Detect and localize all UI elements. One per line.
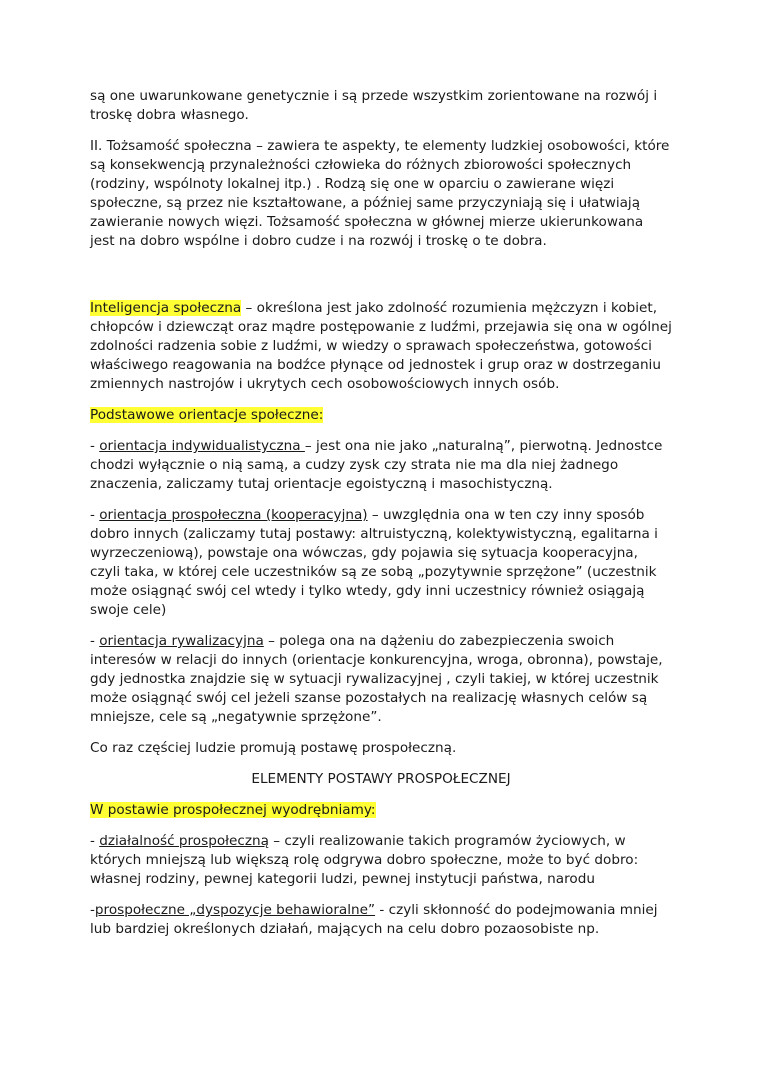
paragraph-intro: są one uwarunkowane genetycznie i są przede wszystkim zorientowane na rozwój i troskę dobra własnego. [90,88,658,123]
paragraph-promotion: Co raz częściej ludzie promują postawę prospołeczną. [90,740,457,756]
highlight-basic-orientations: Podstawowe orientacje społeczne: [90,407,324,423]
orientation-individualistic-text: – jest ona nie jako „naturalną”, pierwotną. Jednostce chodzi wyłącznie o nią samą, a cudzy zysk czy strata nie ma dla niej żadnego znaczenia, zaliczamy tutaj orientacje egoistyczną i masochistyczną. [90,438,663,492]
heading-basic-orientations [90,406,672,425]
heading-distinguish [90,801,672,820]
behavioral-dispositions-text: - czyli skłonność do podejmowania mniej lub bardziej określonych działań, mających na celu dobro pozaosobiste np. [90,902,658,937]
spacer [90,263,672,299]
term-orientation-rivalry: orientacja rywalizacyjna [99,633,264,649]
paragraph-prosocial-activity [90,832,672,889]
term-prosocial-activity: działalność prospołeczną [99,833,269,849]
highlight-distinguish: W postawie prospołecznej wyodrębniamy: [90,802,376,818]
term-orientation-prosocial: orientacja prospołeczna (kooperacyjna) [99,507,368,523]
bullet-prefix: - [90,633,100,649]
social-intelligence-definition: – określona jest jako zdolność rozumienia mężczyzn i kobiet, chłopców i dziewcząt oraz mądre postępowanie z ludźmi, przejawia się ona w ogólnej zdolności radzenia sobie z ludźmi, w wiedzy o sprawach społeczeństwa, gotowości właściwego reagowania na bodźce płynące od jednostek i grup oraz w dostrzeganiu zmiennych nastrojów i ukrytych cech osobowościowych innych osób. [90,300,672,392]
paragraph-social-identity: II. Tożsamość społeczna – zawiera te aspekty, te elementy ludzkiej osobowości, które są konsekwencją przynależności człowieka do różnych zbiorowości społecznych (rodziny, wspólnoty lokalnej itp.) . Rodzą się one w oparciu o zawierane więzi społeczne, są przez nie kształtowane, a później same przyczyniają się i ułatwiają zawieranie nowych więzi. Tożsamość społeczna w głównej mierze ukierunkowana jest na dobro wspólne i dobro cudze i na rozwój i troskę o te dobra. [90,138,670,249]
bullet-prefix: - [90,438,100,454]
orientation-prosocial-text: – uwzględnia ona w ten czy inny sposób dobro innych (zaliczamy tutaj postawy: altruistyczną, kolektywistyczną, egalitarna i wyrzeczeniową), powstaje ona wówczas, gdy pojawia się sytuacja kooperacyjna, czyli taka, w której cele uczestników są ze sobą „pozytywnie sprzężone” (uczestnik może osiągnąć swój cel wtedy i tylko wtedy, gdy inni uczestnicy również osiągają swoje cele) [90,507,658,618]
paragraph-social-intelligence [90,299,672,394]
orientation-rivalry-text: – polega ona na dążeniu do zabezpieczenia swoich interesów w relacji do innych (orientacje konkurencyjna, wroga, obronna), powstaje, gdy jednostka znajdzie się w sytuacji rywalizacyjnej , czyli takiej, w której uczestnik może osiągnąć swój cel jeżeli szanse pozostałych na realizację własnych celów są mniejsze, cele są „negatywnie sprzężone”. [90,633,663,725]
bullet-prefix: - [90,902,95,918]
document-page [90,87,672,951]
paragraph-orientation-rivalry [90,632,672,727]
paragraph-behavioral-dispositions [90,901,672,939]
prosocial-activity-text: – czyli realizowanie takich programów życiowych, w których mniejszą lub większą rolę odgrywa dobro społeczne, może to być dobro: własnej rodziny, pewnej kategorii ludzi, pewnej instytucji państwa, narodu [90,833,639,887]
paragraph-orientation-individualistic [90,437,672,494]
term-orientation-individualistic: orientacja indywidualistyczna [99,438,305,454]
section-heading-elements: ELEMENTY POSTAWY PROSPOŁECZNEJ [251,771,511,787]
paragraph-orientation-prosocial [90,506,672,620]
highlight-term-social-intelligence: Inteligencja społeczna [90,300,242,316]
bullet-prefix: - [90,833,100,849]
term-behavioral-dispositions: prospołeczne „dyspozycje behawioralne” [94,902,376,918]
bullet-prefix: - [90,507,100,523]
